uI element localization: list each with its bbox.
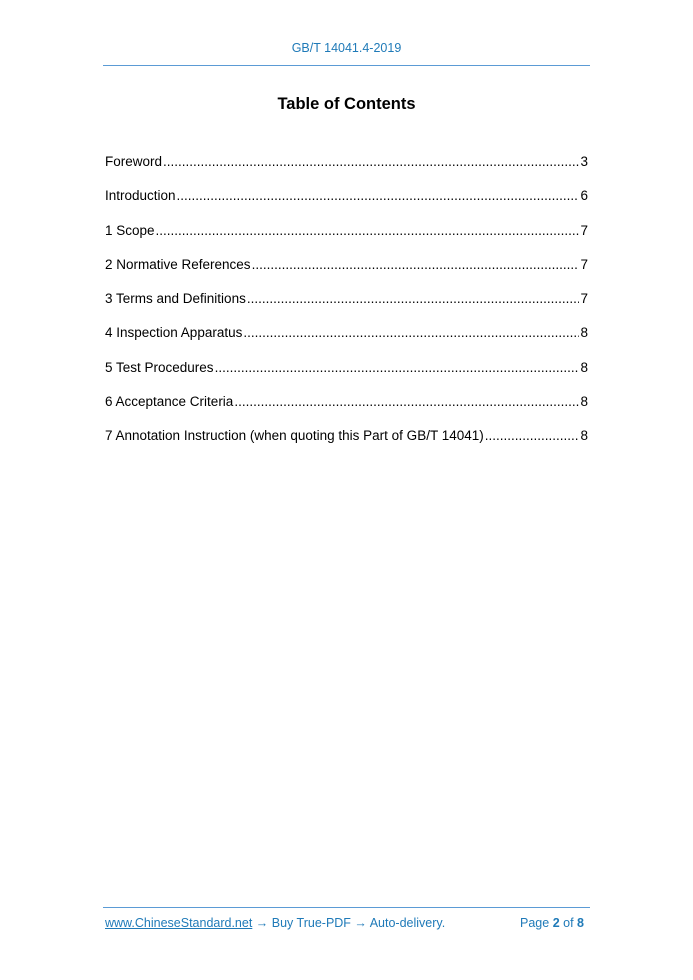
footer-promo: [105, 916, 445, 930]
header-divider: [103, 65, 590, 66]
toc-entry-label: 3 Terms and Definitions: [105, 291, 246, 307]
toc-dot-leader: [243, 324, 579, 342]
toc-entry-label: 2 Normative References: [105, 256, 251, 272]
toc-entry-page: 8: [580, 359, 588, 375]
page-prefix: Page: [520, 916, 550, 930]
toc-dot-leader: [215, 359, 580, 377]
toc-entry-label: 1 Scope: [105, 222, 155, 238]
toc-dot-leader: [177, 187, 580, 205]
toc-entry-label: 5 Test Procedures: [105, 359, 214, 375]
toc-entry-annotation-instruction[interactable]: [105, 427, 588, 461]
toc-dot-leader: [163, 153, 579, 171]
toc-entry-page: 7: [580, 222, 588, 238]
toc-dot-leader: [252, 256, 580, 274]
toc-entry-label: Introduction: [105, 188, 176, 204]
toc-entry-page: 8: [580, 325, 588, 341]
toc-dot-leader: [156, 222, 580, 240]
toc-entry-normative-references[interactable]: [105, 256, 588, 290]
header-standard-code: GB/T 14041.4-2019: [291, 41, 402, 55]
toc-entry-label: 4 Inspection Apparatus: [105, 325, 243, 341]
toc-entry-label: Foreword: [105, 154, 163, 169]
promo-text: → Buy True-PDF → Auto-delivery.: [252, 916, 446, 930]
toc-entry-test-procedures[interactable]: [105, 359, 588, 393]
toc-dot-leader: [485, 427, 580, 445]
page-indicator: [520, 916, 584, 930]
toc-entry-page: 6: [580, 188, 588, 204]
site-link[interactable]: www.ChineseStandard.net: [105, 916, 253, 930]
footer-divider: [103, 907, 590, 908]
page-current: 2: [552, 916, 560, 930]
toc-entry-label: 7 Annotation Instruction (when quoting this Part of GB/T 14041): [105, 428, 484, 444]
toc-entry-page: 8: [580, 394, 588, 410]
toc-dot-leader: [247, 290, 580, 308]
page-of: of: [563, 916, 574, 930]
toc-entry-label: 6 Acceptance Criteria: [105, 394, 234, 410]
toc-entry-page: 8: [580, 428, 588, 444]
toc-dot-leader: [234, 393, 579, 411]
toc-entry-page: 3: [580, 154, 588, 169]
page-total: 8: [577, 916, 584, 930]
toc-entry-foreword[interactable]: [105, 153, 588, 187]
toc-entry-terms-definitions[interactable]: [105, 290, 588, 324]
toc-list: [105, 153, 588, 462]
toc-entry-acceptance-criteria[interactable]: [105, 393, 588, 427]
toc-entry-page: 7: [580, 291, 588, 307]
toc-entry-scope[interactable]: [105, 222, 588, 256]
toc-title: Table of Contents: [277, 95, 416, 113]
toc-entry-introduction[interactable]: [105, 187, 588, 221]
toc-entry-inspection-apparatus[interactable]: [105, 324, 588, 358]
toc-entry-page: 7: [580, 256, 588, 272]
